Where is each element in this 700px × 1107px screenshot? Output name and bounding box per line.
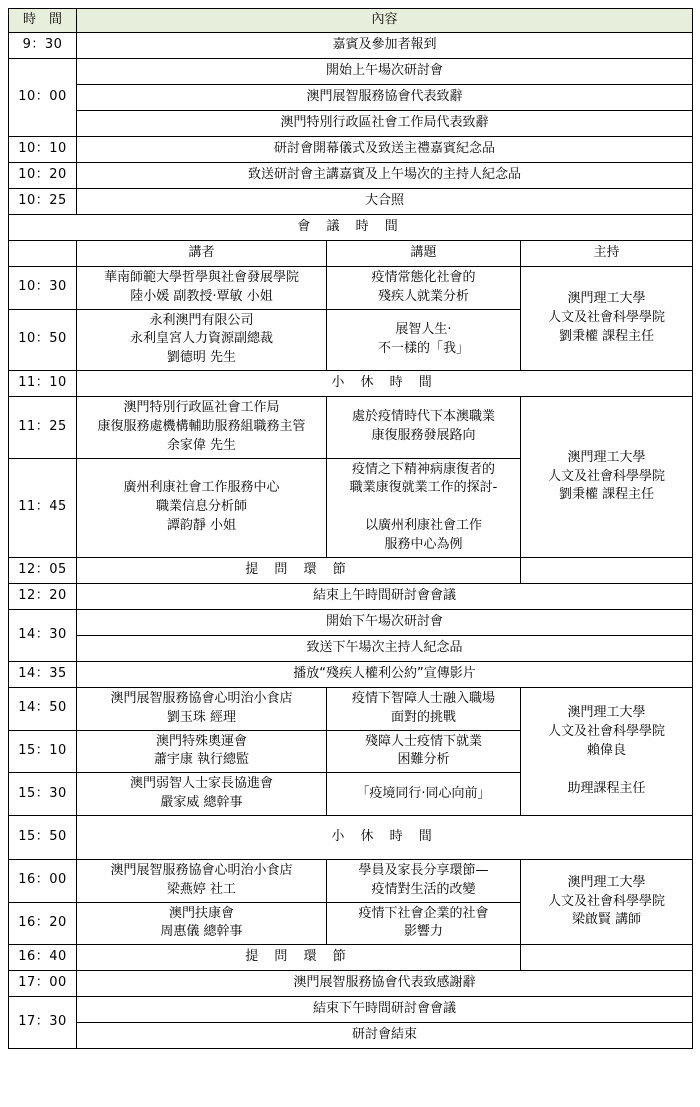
session-speaker [77, 397, 327, 459]
row-time: 12：20 [9, 583, 77, 609]
session-topic [327, 902, 521, 945]
row-time: 11：45 [9, 458, 77, 557]
row-time: 16：40 [9, 945, 77, 971]
section-row-qa [9, 945, 693, 971]
session-speaker [77, 902, 327, 945]
speaker-line: 梁燕婷 社工 [166, 881, 237, 897]
header-content: 內容 [77, 9, 693, 33]
table-row [9, 997, 693, 1023]
host-line: 梁啟賢 講師 [571, 912, 642, 928]
row-time: 15：50 [9, 815, 77, 859]
speaker-line: 永利皇宮人力資源副總裁 [129, 331, 273, 347]
session-topic [327, 730, 521, 773]
section-row-meeting-time [9, 214, 693, 240]
session-topic [327, 687, 521, 730]
host-line: 澳門理工大學 [567, 291, 646, 307]
section-title: 會 議 時 間 [9, 214, 693, 240]
topic-line: 疫情之下精神病康復者的 [351, 461, 495, 477]
table-row [9, 609, 693, 635]
table-row [9, 32, 693, 58]
host-line: 人文及社會科學學院 [548, 724, 666, 740]
table-row [9, 583, 693, 609]
table-row [9, 661, 693, 687]
topic-line: 殘障人士疫情下就業 [364, 733, 482, 749]
row-content: 澳門特別行政區社會工作局代表致辭 [77, 110, 693, 136]
session-speaker [77, 687, 327, 730]
qa-host-blank [521, 557, 693, 583]
row-time: 12：05 [9, 557, 77, 583]
table-row [9, 397, 693, 459]
speaker-line: 永利澳門有限公司 [149, 312, 254, 328]
speaker-line: 譚韵靜 小姐 [166, 518, 237, 534]
row-time: 9：30 [9, 32, 77, 58]
topic-line: 疫情對生活的改變 [371, 881, 476, 897]
speaker-line: 劉德明 先生 [166, 350, 237, 366]
session-speaker [77, 458, 327, 557]
topic-line: 以廣州利康社會工作 [364, 518, 482, 534]
table-row [9, 635, 693, 661]
row-time: 16：20 [9, 902, 77, 945]
session-host [521, 859, 693, 944]
host-line [523, 761, 690, 780]
row-content: 大合照 [77, 188, 693, 214]
subheader-time-blank [9, 240, 77, 266]
table-row [9, 687, 693, 730]
topic-line: 殘疾人就業分析 [377, 288, 469, 304]
session-topic [327, 859, 521, 902]
topic-line: 面對的挑戰 [390, 709, 456, 725]
row-content: 開始上午場次研討會 [77, 58, 693, 84]
row-time: 10：10 [9, 136, 77, 162]
topic-line: 學員及家長分享環節— [358, 862, 489, 878]
host-line: 劉秉權 課程主任 [558, 487, 655, 503]
topic-line [329, 498, 518, 517]
section-title: 提 問 環 節 [77, 945, 521, 971]
table-row [9, 859, 693, 902]
row-time: 10：50 [9, 309, 77, 371]
session-speaker [77, 859, 327, 902]
speaker-line: 澳門展智服務協會心明治小食店 [110, 862, 293, 878]
topic-line: 處於疫情時代下本澳職業 [351, 409, 495, 425]
row-content: 結束上午時間研討會會議 [77, 583, 693, 609]
row-time: 14：50 [9, 687, 77, 730]
row-time: 17：30 [9, 997, 77, 1049]
host-line: 劉秉權 課程主任 [558, 328, 655, 344]
row-time: 17：00 [9, 971, 77, 997]
table-row [9, 84, 693, 110]
topic-line: 康復服務發展路向 [371, 428, 476, 444]
subheader-speaker: 講者 [77, 240, 327, 266]
topic-line: 「疫境同行‧同心向前」 [356, 785, 491, 801]
section-row-break [9, 371, 693, 397]
row-content: 開始下午場次研討會 [77, 609, 693, 635]
topic-line: 影響力 [403, 924, 443, 940]
session-speaker [77, 309, 327, 371]
row-time: 10：30 [9, 266, 77, 309]
row-content: 研討會開幕儀式及致送主禮嘉賓紀念品 [77, 136, 693, 162]
topic-line: 疫情下智障人士融入職場 [351, 690, 495, 706]
host-line: 賴偉良 [587, 742, 627, 758]
speaker-line: 澳門扶康會 [168, 905, 234, 921]
speaker-line: 澳門展智服務協會心明治小食店 [110, 690, 293, 706]
section-row-qa [9, 557, 693, 583]
session-topic [327, 397, 521, 459]
session-host [521, 266, 693, 370]
subheader-topic: 講題 [327, 240, 521, 266]
row-content: 結束下午時間研討會會議 [77, 997, 693, 1023]
speaker-line: 華南師範大學哲學與社會發展學院 [103, 269, 299, 285]
agenda-table [8, 8, 693, 1049]
topic-line: 職業康復就業工作的探討- [349, 480, 498, 496]
session-speaker [77, 730, 327, 773]
speaker-line: 劉玉珠 經理 [166, 709, 237, 725]
speaker-line: 余家偉 先生 [166, 437, 237, 453]
speaker-line: 嚴家威 總幹事 [160, 795, 243, 811]
speaker-line: 康復服務處機構輔助服務組職務主管 [97, 418, 306, 434]
session-speaker [77, 773, 327, 816]
row-time: 15：10 [9, 730, 77, 773]
session-topic [327, 773, 521, 816]
table-row [9, 110, 693, 136]
session-host [521, 397, 693, 558]
host-line: 澳門理工大學 [567, 874, 646, 890]
row-time: 14：30 [9, 609, 77, 661]
table-row [9, 971, 693, 997]
table-row [9, 162, 693, 188]
speaker-line: 澳門弱智人士家長協進會 [129, 776, 273, 792]
row-content: 嘉賓及參加者報到 [77, 32, 693, 58]
speaker-line: 澳門特別行政區社會工作局 [123, 400, 280, 416]
qa-host-blank [521, 945, 693, 971]
topic-line: 不一樣的「我」 [377, 340, 469, 356]
column-subheader-row [9, 240, 693, 266]
row-time: 10：25 [9, 188, 77, 214]
topic-line: 展智人生‧ [395, 321, 452, 337]
row-time: 14：35 [9, 661, 77, 687]
speaker-line: 職業信息分析師 [155, 499, 247, 515]
section-title: 提 問 環 節 [77, 557, 521, 583]
session-topic [327, 309, 521, 371]
table-row [9, 1023, 693, 1049]
speaker-line: 澳門特殊奧運會 [155, 733, 247, 749]
host-line: 助理課程主任 [567, 780, 646, 796]
section-title: 小 休 時 間 [77, 371, 693, 397]
host-line: 澳門理工大學 [567, 449, 646, 465]
section-row-break [9, 815, 693, 859]
row-time: 11：25 [9, 397, 77, 459]
host-line: 人文及社會科學學院 [548, 468, 666, 484]
row-content: 澳門展智服務協會代表致感謝辭 [77, 971, 693, 997]
row-time: 10：00 [9, 58, 77, 136]
topic-line: 疫情下社會企業的社會 [358, 905, 489, 921]
row-time: 15：30 [9, 773, 77, 816]
speaker-line: 周惠儀 總幹事 [160, 924, 243, 940]
row-content: 致送下午場次主持人紀念品 [77, 635, 693, 661]
speaker-line: 蕭宇康 執行總監 [153, 752, 250, 768]
row-content: 研討會結束 [77, 1023, 693, 1049]
section-title: 小 休 時 間 [77, 815, 693, 859]
host-line: 澳門理工大學 [567, 705, 646, 721]
table-header-row [9, 9, 693, 33]
host-line: 人文及社會科學學院 [548, 310, 666, 326]
session-speaker [77, 266, 327, 309]
speaker-line: 陸小媛 副教授‧覃敏 小姐 [130, 288, 273, 304]
topic-line: 服務中心為例 [384, 536, 463, 552]
table-row [9, 266, 693, 309]
table-row [9, 188, 693, 214]
table-row [9, 136, 693, 162]
session-topic [327, 458, 521, 557]
speaker-line: 廣州利康社會工作服務中心 [123, 480, 280, 496]
subheader-host: 主持 [521, 240, 693, 266]
session-topic [327, 266, 521, 309]
row-content: 播放“殘疾人權利公約”宣傳影片 [77, 661, 693, 687]
table-row [9, 58, 693, 84]
row-time: 10：20 [9, 162, 77, 188]
host-line: 人文及社會科學學院 [548, 893, 666, 909]
header-time: 時 間 [9, 9, 77, 33]
row-time: 16：00 [9, 859, 77, 902]
row-time: 11：10 [9, 371, 77, 397]
row-content: 澳門展智服務協會代表致辭 [77, 84, 693, 110]
topic-line: 疫情常態化社會的 [371, 269, 476, 285]
session-host [521, 687, 693, 815]
topic-line: 困難分析 [397, 752, 450, 768]
row-content: 致送研討會主講嘉賓及上午場次的主持人紀念品 [77, 162, 693, 188]
